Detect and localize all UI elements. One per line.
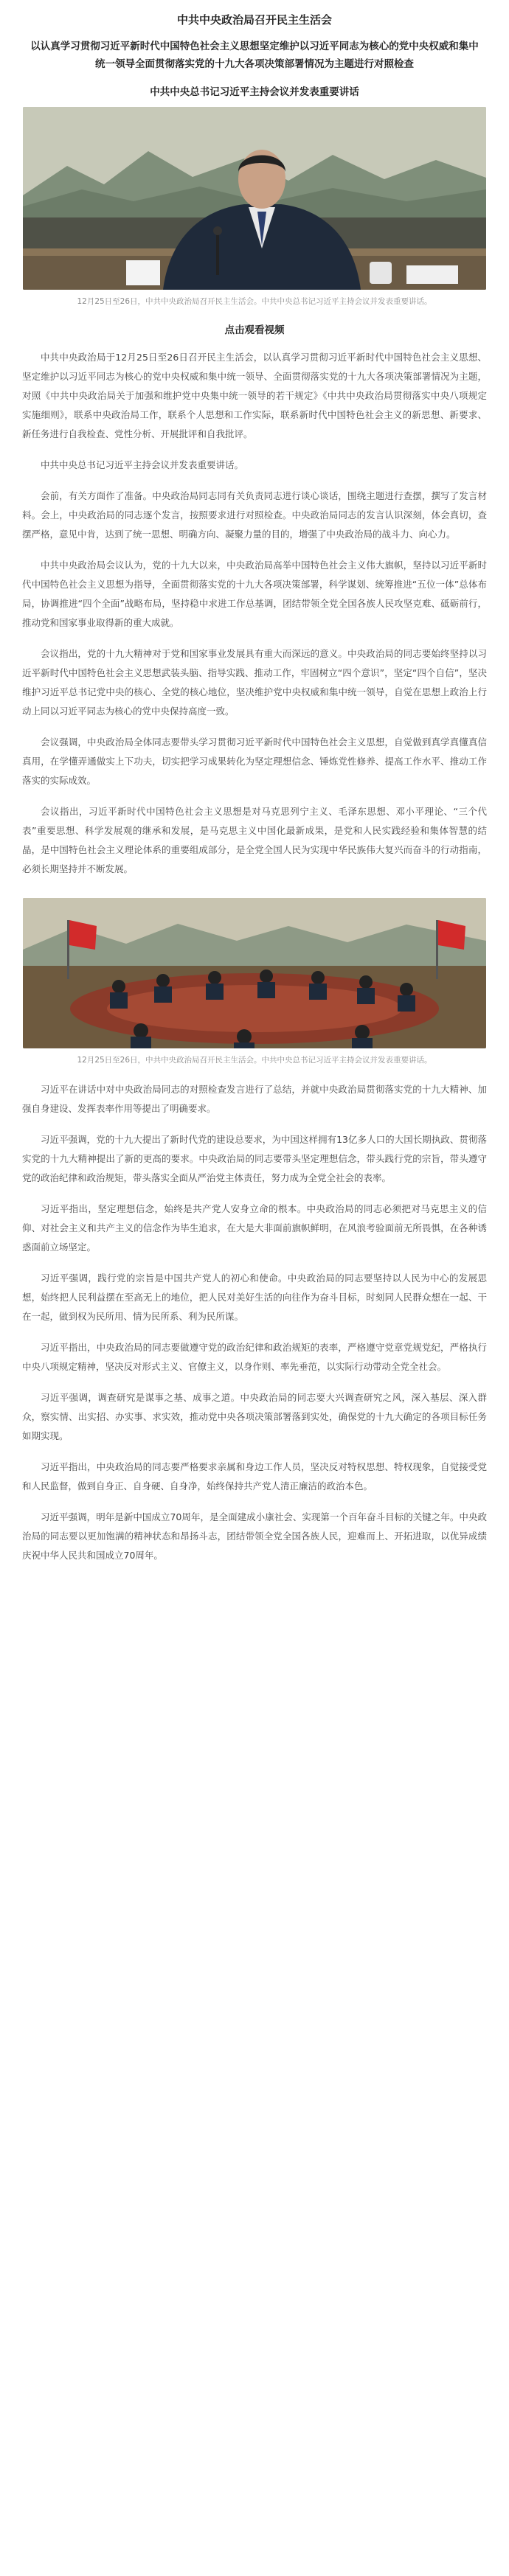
paragraph: 习近平强调，调查研究是谋事之基、成事之道。中央政治局的同志要大兴调查研究之风，深入基层、深入群众，察实情、出实招、办实事、求实效，推动党中央各项决策部署落到实处，确保党的十九大确定的各项目标任务如期实现。 <box>22 1392 487 1441</box>
paragraph: 中共中央政治局于12月25日至26日召开民主生活会，以认真学习贯彻习近平新时代中国特色社会主义思想、坚定维护以习近平同志为核心的党中央权威和集中统一领导、全面贯彻落实党的十九大各项决策部署情况为主题，对照《中共中央政治局关于加强和维护党中央集中统一领导的若干规定》《中共中央政治局贯彻落实中央八项规定实施细则》，联系中央政治局工作，联系个人思想和工作实际，联系新时代中国特色社会主义的新思想、新要求、新任务进行自我检查、党性分析、开展批评和自我批评。 <box>22 352 487 439</box>
meeting-photo-xi-graphic <box>23 107 486 290</box>
meeting-photo-xi <box>23 107 486 290</box>
paragraph: 习近平指出，中央政治局的同志要做遵守党的政治纪律和政治规矩的表率，严格遵守党章党规党纪，严格执行中央八项规定精神，坚决反对形式主义、官僚主义，以身作则、率先垂范，以实际行动带动全党全社会。 <box>22 1342 487 1372</box>
paragraph: 会议指出，习近平新时代中国特色社会主义思想是对马克思列宁主义、毛泽东思想、邓小平理论、“三个代表”重要思想、科学发展观的继承和发展，是马克思主义中国化最新成果，是党和人民实践经验和集体智慧的结晶，是中国特色社会主义理论体系的重要组成部分，是全党全国人民为实现中华民族伟大复兴而奋斗的行动指南，必须长期坚持并不断发展。 <box>22 806 487 874</box>
paragraph: 会议强调，中央政治局全体同志要带头学习贯彻习近平新时代中国特色社会主义思想，自觉做到真学真懂真信真用，在学懂弄通做实上下功夫，切实把学习成果转化为坚定理想信念、锤炼党性修养、提高工作水平、推动工作落实的实际成效。 <box>22 737 487 786</box>
paragraph: 习近平在讲话中对中央政治局同志的对照检查发言进行了总结，并就中央政治局贯彻落实党的十九大精神、加强自身建设、发挥表率作用等提出了明确要求。 <box>22 1084 487 1114</box>
meeting-room-photo <box>23 898 486 1048</box>
paragraph: 习近平指出，中央政治局的同志要严格要求亲属和身边工作人员，坚决反对特权思想、特权现象，自觉接受党和人民监督，做到自身正、自身硬、自身净，始终保持共产党人清正廉洁的政治本色。 <box>22 1461 487 1491</box>
article-lede: 以认真学习贯彻习近平新时代中国特色社会主义思想坚定维护以习近平同志为核心的党中央权威和集中统一领导全面贯彻落实党的十九大各项决策部署情况为主题进行对照检查 <box>30 41 479 70</box>
paragraph: 中共中央总书记习近平主持会议并发表重要讲话。 <box>41 459 244 470</box>
photo-caption-2: 12月25日至26日，中共中央政治局召开民主生活会。中共中央总书记习近平主持会议并发表重要讲话。 <box>77 1056 432 1065</box>
paragraph: 会前，有关方面作了准备。中央政治局同志同有关负责同志进行谈心谈话，围绕主题进行查摆，撰写了发言材料。会上，中央政治局的同志逐个发言，按照要求进行对照检查。中央政治局同志的发言认识深刻，体会真切，查摆严格，意见中肯，达到了统一思想、明确方向、凝聚力量的目的，增强了中央政治局的战斗力、向心力。 <box>22 490 487 540</box>
paragraph: 习近平强调，践行党的宗旨是中国共产党人的初心和使命。中央政治局的同志要坚持以人民为中心的发展思想，始终把人民利益摆在至高无上的地位，把人民对美好生活的向往作为奋斗目标，时刻同人民群众想在一起、干在一起，做到权为民所用、情为民所系、利为民所谋。 <box>22 1273 487 1322</box>
meeting-room-photo-graphic <box>23 898 486 1048</box>
paragraph: 中共中央政治局会议认为，党的十九大以来，中央政治局高举中国特色社会主义伟大旗帜，坚持以习近平新时代中国特色社会主义思想为指导，全面贯彻落实党的十九大各项决策部署，科学谋划、统筹推进“五位一体”总体布局，协调推进“四个全面”战略布局，坚持稳中求进工作总基调，团结带领全党全国各族人民攻坚克难、砥砺前行，推动党和国家事业取得新的重大成就。 <box>22 560 487 628</box>
article-title: 中共中央政治局召开民主生活会 <box>176 13 332 27</box>
photo-caption-1: 12月25日至26日，中共中央政治局召开民主生活会。中共中央总书记习近平主持会议并发表重要讲话。 <box>77 297 432 306</box>
paragraph: 会议指出，党的十九大精神对于党和国家事业发展具有重大而深远的意义。中央政治局的同志要始终坚持以习近平新时代中国特色社会主义思想武装头脑、指导实践、推动工作，牢固树立“四个意识”，坚定“四个自信”，坚决维护习近平总书记党中央的核心、全党的核心地位，坚决维护党中央权威和集中统一领导，自觉在思想上政治上行动上同以习近平同志为核心的党中央保持高度一致。 <box>22 648 487 717</box>
paragraph: 习近平强调，明年是新中国成立70周年，是全面建成小康社会、实现第一个百年奋斗目标的关键之年。中央政治局的同志要以更加饱满的精神状态和昂扬斗志，团结带领全党全国各族人民，迎难而上、开拓进取，以优异成绩庆祝中华人民共和国成立70周年。 <box>22 1511 487 1561</box>
paragraph: 习近平指出，坚定理想信念，始终是共产党人安身立命的根本。中央政治局的同志必须把对马克思主义的信仰、对社会主义和共产主义的信念作为毕生追求，在大是大非面前旗帜鲜明，在风浪考验面前无所畏惧，在各种诱惑面前立场坚定。 <box>22 1203 487 1253</box>
video-link[interactable]: 点击观看视频 <box>224 324 285 336</box>
article-kicker: 中共中央总书记习近平主持会议并发表重要讲话 <box>150 86 359 98</box>
paragraph: 习近平强调，党的十九大提出了新时代党的建设总要求，为中国这样拥有13亿多人口的大国长期执政、贯彻落实党的十九大精神提出了新的更高的要求。中央政治局的同志要带头坚定理想信念，带头践行党的宗旨，带头遵守党的政治纪律和政治规矩，带头落实全面从严治党主体责任，努力成为全党全社会的表率。 <box>22 1134 487 1183</box>
